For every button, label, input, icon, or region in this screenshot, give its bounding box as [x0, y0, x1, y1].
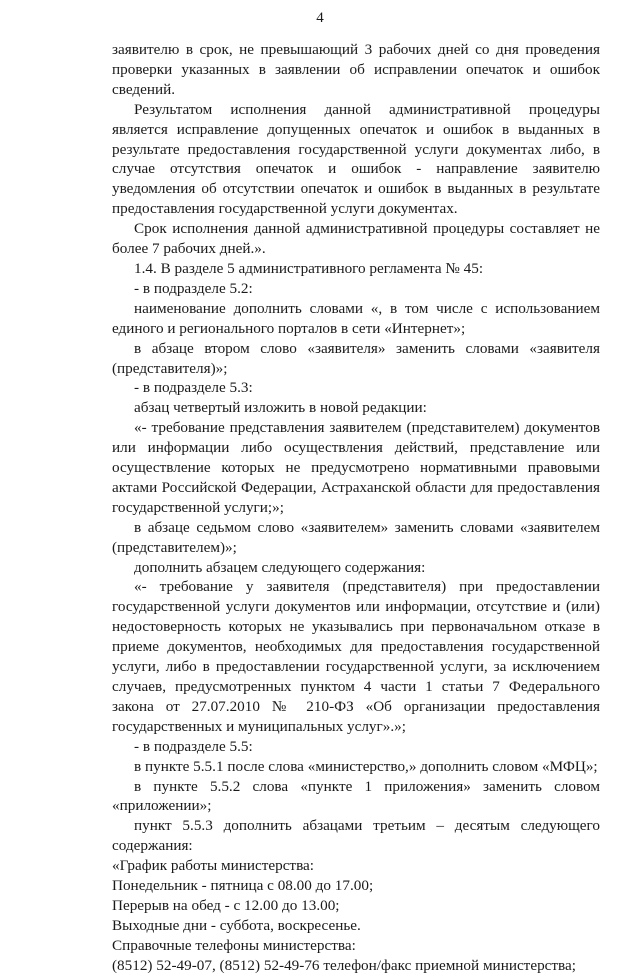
paragraph: в пункте 5.5.2 слова «пункте 1 приложения» заменить словом «приложении»; [112, 777, 600, 815]
paragraph: - в подразделе 5.3: [134, 379, 253, 397]
paragraph: наименование дополнить словами «, в том числе с использованием единого и регионального порталов в сети «Интернет»; [112, 299, 600, 337]
paragraph: дополнить абзацем следующего содержания: [134, 558, 426, 576]
paragraph: Результатом исполнения данной административной процедуры является исправление допущенных опечаток и ошибок в выданных в результате предоставления государственной услуги документах либо, в случае отсутствия опечаток и ошибок - направление заявителю уведомления об отсутствии опечаток и ошибок в выданных в результате предоставления государственной услуги документах. [112, 100, 600, 218]
paragraph: пункт 5.5.3 дополнить абзацами третьим – десятым следующего содержания: [112, 817, 600, 855]
paragraph: «- требование у заявителя (представителя) при предоставлении государственной услуги документов или информации, отсутствие и (или) недостоверность которых не указывались при первоначальном отказе в приеме документов, необходимых для предоставления государственной услуги, либо в предоставлении государственной услуги, за исключением случаев, предусмотренных пунктом 4 части 1 статьи 7 Федерального закона от 27.07.2010 № 210-ФЗ «Об организации предоставления государственных и муниципальных услуг».»; [112, 578, 600, 735]
paragraph: «- требование представления заявителем (представителем) документов или информации либо осуществления действий, представление или осуществление которых не предусмотрено нормативными правовыми актами Российской Федерации, Астраханской области для предоставления государственной услуги;»; [112, 419, 600, 516]
paragraph: абзац четвертый изложить в новой редакции: [134, 399, 427, 417]
schedule-line: Перерыв на обед - с 12.00 до 13.00; [112, 896, 340, 914]
schedule-line: (8512) 52-49-07, (8512) 52-49-76 телефон/факс приемной министерства; [112, 956, 576, 974]
paragraph: в абзаце втором слово «заявителя» заменить словами «заявителя (представителя)»; [112, 339, 600, 377]
paragraph: - в подразделе 5.5: [134, 737, 253, 755]
paragraph: заявителю в срок, не превышающий 3 рабочих дней со дня проведения проверки указанных в заявлении об исправлении опечаток и ошибок сведений. [112, 41, 600, 98]
paragraph: в пункте 5.5.1 после слова «министерство,» дополнить словом «МФЦ»; [134, 757, 598, 775]
document-body [112, 40, 600, 976]
paragraph: в абзаце седьмом слово «заявителем» заменить словами «заявителем (представителем)»; [112, 518, 600, 556]
paragraph: Срок исполнения данной административной процедуры составляет не более 7 рабочих дней.». [112, 220, 600, 258]
page-number: 4 [316, 10, 324, 26]
schedule-line: Справочные телефоны министерства: [112, 936, 356, 954]
paragraph: - в подразделе 5.2: [134, 279, 253, 297]
schedule-line: Выходные дни - суббота, воскресенье. [112, 916, 361, 934]
paragraph: 1.4. В разделе 5 административного регламента № 45: [134, 259, 484, 277]
schedule-line: «График работы министерства: [112, 857, 315, 875]
schedule-line: Понедельник - пятница с 08.00 до 17.00; [112, 877, 374, 895]
